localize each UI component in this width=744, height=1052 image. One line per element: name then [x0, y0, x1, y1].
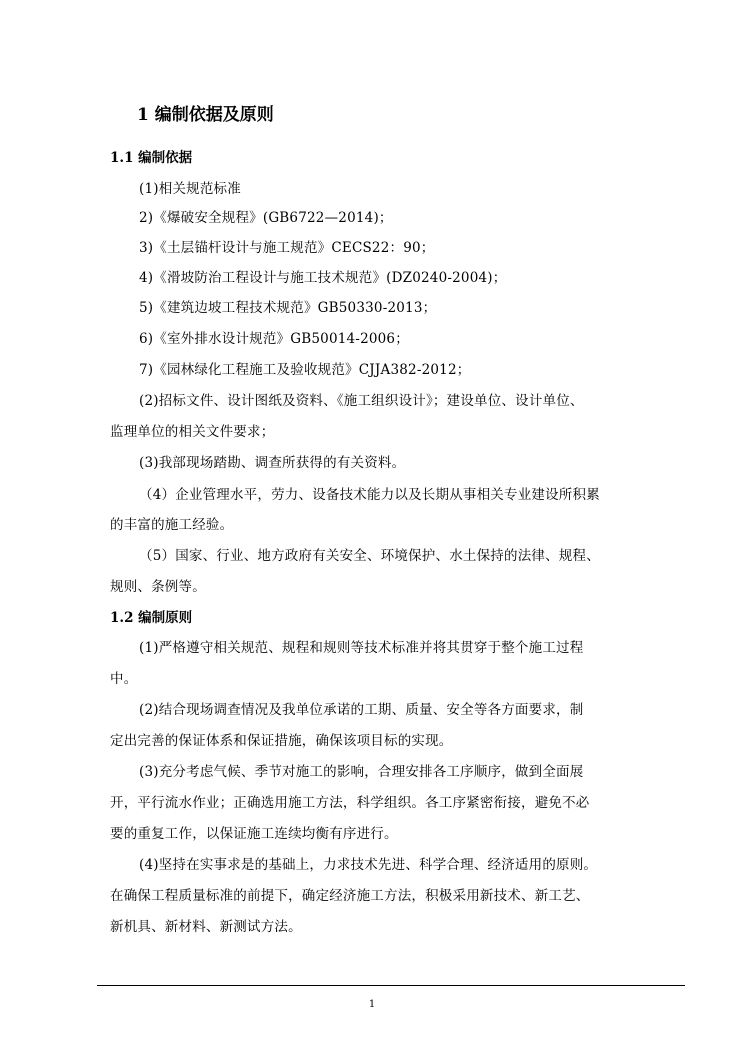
- basis-line: （4）企业管理水平，劳力、设备技术能力以及长期从事相关专业建设所积累: [139, 487, 600, 503]
- principle-line: (4)坚持在实事求是的基础上，力求技术先进、科学合理、经济适用的原则。: [139, 857, 598, 873]
- basis-line: 5)《建筑边坡工程技术规范》GB50330-2013；: [139, 300, 437, 316]
- principle-line: 开，平行流水作业；正确选用施工方法，科学组织。各工序紧密衔接，避免不必: [110, 795, 590, 811]
- chapter-heading: 1 编制依据及原则: [137, 105, 274, 125]
- section-heading-principles: 1.2 编制原则: [110, 610, 193, 626]
- basis-line: (3)我部现场踏勘、调查所获得的有关资料。: [139, 455, 406, 471]
- basis-line: （5）国家、行业、地方政府有关安全、环境保护、水土保持的法律、规程、: [139, 548, 600, 564]
- basis-line: (1)相关规范标准: [139, 181, 241, 197]
- principle-line: 中。: [110, 671, 138, 687]
- principle-line: 定出完善的保证体系和保证措施，确保该项目标的实现。: [110, 733, 453, 749]
- basis-line: 6)《室外排水设计规范》GB50014-2006；: [139, 331, 409, 347]
- principle-line: 要的重复工作，以保证施工连续均衡有序进行。: [110, 826, 398, 842]
- basis-line: 规则、条例等。: [110, 579, 206, 595]
- basis-line: (2)招标文件、设计图纸及资料、《施工组织设计》；建设单位、设计单位、: [139, 393, 584, 409]
- section-heading-basis: 1.1 编制依据: [110, 150, 193, 166]
- basis-line: 2)《爆破安全规程》(GB6722—2014)；: [139, 210, 393, 226]
- basis-line: 3)《土层锚杆设计与施工规范》CECS22：90；: [139, 240, 435, 256]
- principle-line: (1)严格遵守相关规范、规程和规则等技术标准并将其贯穿于整个施工过程: [139, 640, 584, 656]
- footer-divider: [97, 985, 685, 986]
- basis-line: 7)《园林绿化工程施工及验收规范》CJJA382-2012；: [139, 362, 471, 378]
- principle-line: (2)结合现场调查情况及我单位承诺的工期、质量、安全等各方面要求，制: [139, 702, 584, 718]
- page-number: 1: [368, 999, 376, 1010]
- principle-line: 新机具、新材料、新测试方法。: [110, 919, 302, 935]
- basis-line: 监理单位的相关文件要求；: [110, 424, 275, 440]
- basis-line: 的丰富的施工经验。: [110, 517, 234, 533]
- basis-line: 4)《滑坡防治工程设计与施工技术规范》(DZ0240-2004)；: [139, 270, 507, 286]
- principle-line: (3)充分考虑气候、季节对施工的影响，合理安排各工序顺序，做到全面展: [139, 764, 584, 780]
- principle-line: 在确保工程质量标准的前提下，确定经济施工方法，积极采用新技术、新工艺、: [110, 888, 590, 904]
